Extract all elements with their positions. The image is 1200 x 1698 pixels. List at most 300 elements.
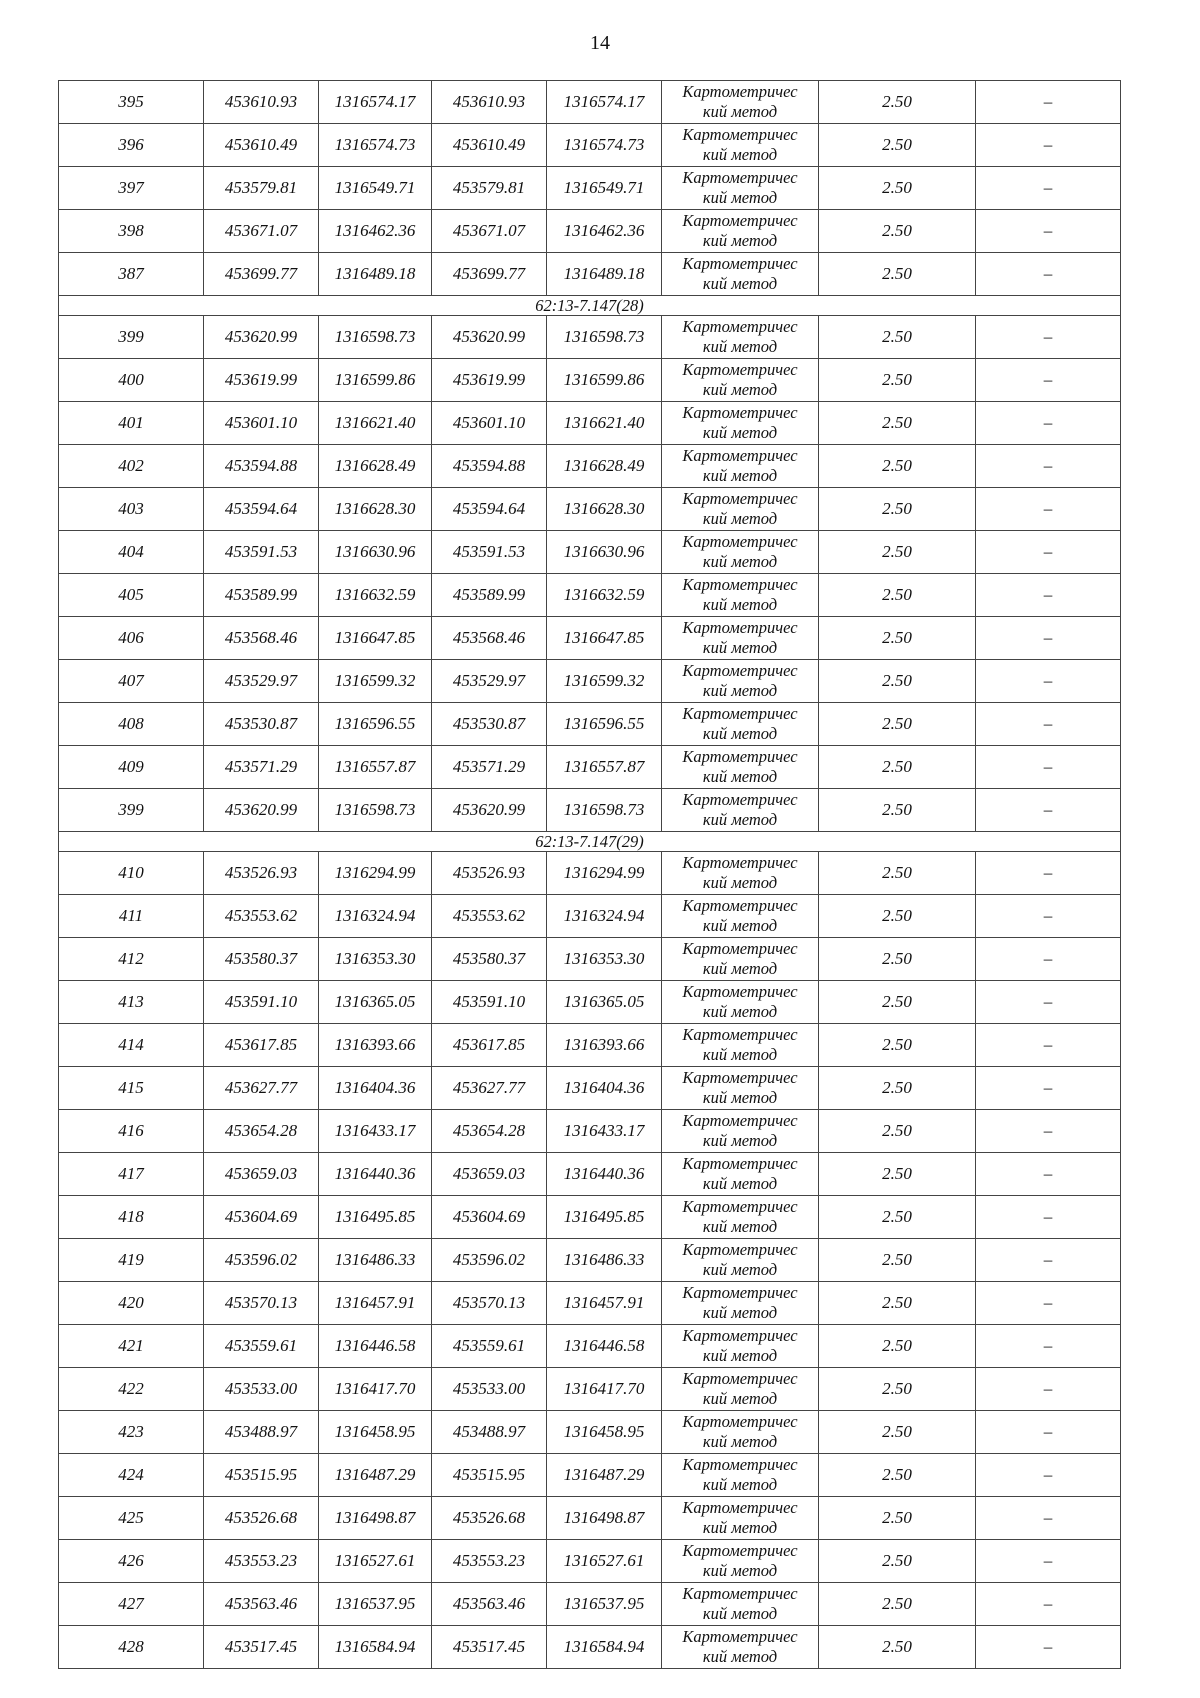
accuracy-cell: 2.50: [819, 167, 976, 210]
description-cell: –: [976, 1583, 1121, 1626]
method-line-2: кий метод: [702, 1561, 778, 1580]
method-cell: [662, 703, 819, 746]
description-cell: –: [976, 617, 1121, 660]
x-existing-cell: 453594.64: [204, 488, 319, 531]
point-number-cell: 403: [59, 488, 204, 531]
x-new-cell: 453553.62: [432, 895, 547, 938]
x-existing-cell: 453601.10: [204, 402, 319, 445]
y-existing-cell: 1316549.71: [319, 167, 432, 210]
accuracy-cell: 2.50: [819, 316, 976, 359]
method-line-2: кий метод: [702, 681, 778, 700]
method-line-1: Картометричес: [682, 618, 798, 637]
method-cell: [662, 1282, 819, 1325]
description-cell: –: [976, 1497, 1121, 1540]
y-existing-cell: 1316457.91: [319, 1282, 432, 1325]
table-row: [59, 789, 1121, 832]
method-line-2: кий метод: [702, 1131, 778, 1150]
point-number-cell: 411: [59, 895, 204, 938]
method-line-1: Картометричес: [682, 317, 798, 336]
y-new-cell: 1316486.33: [547, 1239, 662, 1282]
method-cell: [662, 789, 819, 832]
table-row: [59, 1282, 1121, 1325]
method-cell: [662, 1110, 819, 1153]
method-line-1: Картометричес: [682, 1283, 798, 1302]
method-cell: [662, 445, 819, 488]
method-cell: [662, 746, 819, 789]
x-new-cell: 453699.77: [432, 253, 547, 296]
accuracy-cell: 2.50: [819, 574, 976, 617]
method-line-2: кий метод: [702, 810, 778, 829]
table-row: [59, 1626, 1121, 1669]
table-row: [59, 1110, 1121, 1153]
table-row: [59, 1239, 1121, 1282]
method-line-2: кий метод: [702, 552, 778, 571]
method-line-2: кий метод: [702, 1604, 778, 1623]
accuracy-cell: 2.50: [819, 789, 976, 832]
method-line-2: кий метод: [702, 767, 778, 786]
y-existing-cell: 1316628.49: [319, 445, 432, 488]
description-cell: –: [976, 124, 1121, 167]
point-number-cell: 413: [59, 981, 204, 1024]
method-line-1: Картометричес: [682, 168, 798, 187]
method-cell: [662, 1325, 819, 1368]
x-new-cell: 453570.13: [432, 1282, 547, 1325]
accuracy-cell: 2.50: [819, 852, 976, 895]
accuracy-cell: 2.50: [819, 981, 976, 1024]
y-existing-cell: 1316498.87: [319, 1497, 432, 1540]
method-line-1: Картометричес: [682, 82, 798, 101]
point-number-cell: 414: [59, 1024, 204, 1067]
point-number-cell: 405: [59, 574, 204, 617]
x-existing-cell: 453619.99: [204, 359, 319, 402]
section-header-row: [59, 832, 1121, 852]
method-line-1: Картометричес: [682, 1111, 798, 1130]
y-existing-cell: 1316458.95: [319, 1411, 432, 1454]
y-new-cell: 1316598.73: [547, 316, 662, 359]
x-new-cell: 453488.97: [432, 1411, 547, 1454]
y-existing-cell: 1316599.32: [319, 660, 432, 703]
method-line-1: Картометричес: [682, 489, 798, 508]
description-cell: –: [976, 1411, 1121, 1454]
y-new-cell: 1316630.96: [547, 531, 662, 574]
method-cell: [662, 81, 819, 124]
x-new-cell: 453620.99: [432, 316, 547, 359]
section-cadastral-number: 62:13-7.147(28): [59, 296, 1121, 316]
point-number-cell: 417: [59, 1153, 204, 1196]
x-existing-cell: 453654.28: [204, 1110, 319, 1153]
method-line-1: Картометричес: [682, 254, 798, 273]
y-new-cell: 1316433.17: [547, 1110, 662, 1153]
x-existing-cell: 453671.07: [204, 210, 319, 253]
x-new-cell: 453671.07: [432, 210, 547, 253]
accuracy-cell: 2.50: [819, 1239, 976, 1282]
y-new-cell: 1316365.05: [547, 981, 662, 1024]
x-new-cell: 453589.99: [432, 574, 547, 617]
table-row: [59, 1024, 1121, 1067]
y-existing-cell: 1316574.73: [319, 124, 432, 167]
method-line-2: кий метод: [702, 337, 778, 356]
method-line-2: кий метод: [702, 145, 778, 164]
x-existing-cell: 453526.68: [204, 1497, 319, 1540]
description-cell: –: [976, 1153, 1121, 1196]
point-number-cell: 397: [59, 167, 204, 210]
x-existing-cell: 453580.37: [204, 938, 319, 981]
accuracy-cell: 2.50: [819, 81, 976, 124]
method-line-2: кий метод: [702, 188, 778, 207]
y-existing-cell: 1316486.33: [319, 1239, 432, 1282]
y-new-cell: 1316324.94: [547, 895, 662, 938]
y-new-cell: 1316621.40: [547, 402, 662, 445]
y-new-cell: 1316549.71: [547, 167, 662, 210]
table-row: [59, 1540, 1121, 1583]
method-line-1: Картометричес: [682, 1326, 798, 1345]
method-cell: [662, 359, 819, 402]
method-line-1: Картометричес: [682, 446, 798, 465]
method-line-2: кий метод: [702, 102, 778, 121]
y-new-cell: 1316353.30: [547, 938, 662, 981]
x-new-cell: 453627.77: [432, 1067, 547, 1110]
point-number-cell: 419: [59, 1239, 204, 1282]
point-number-cell: 402: [59, 445, 204, 488]
y-existing-cell: 1316294.99: [319, 852, 432, 895]
point-number-cell: 425: [59, 1497, 204, 1540]
table-row: [59, 316, 1121, 359]
table-row: [59, 574, 1121, 617]
x-new-cell: 453533.00: [432, 1368, 547, 1411]
x-new-cell: 453596.02: [432, 1239, 547, 1282]
accuracy-cell: 2.50: [819, 1368, 976, 1411]
x-existing-cell: 453559.61: [204, 1325, 319, 1368]
method-cell: [662, 574, 819, 617]
method-line-2: кий метод: [702, 1346, 778, 1365]
point-number-cell: 421: [59, 1325, 204, 1368]
y-new-cell: 1316440.36: [547, 1153, 662, 1196]
point-number-cell: 401: [59, 402, 204, 445]
method-line-1: Картометричес: [682, 532, 798, 551]
x-new-cell: 453553.23: [432, 1540, 547, 1583]
y-existing-cell: 1316537.95: [319, 1583, 432, 1626]
table-row: [59, 1325, 1121, 1368]
description-cell: –: [976, 1626, 1121, 1669]
table-row: [59, 402, 1121, 445]
y-new-cell: 1316598.73: [547, 789, 662, 832]
method-cell: [662, 895, 819, 938]
point-number-cell: 399: [59, 316, 204, 359]
method-line-1: Картометричес: [682, 1369, 798, 1388]
table-row: [59, 852, 1121, 895]
table-row: [59, 938, 1121, 981]
x-existing-cell: 453604.69: [204, 1196, 319, 1239]
accuracy-cell: 2.50: [819, 124, 976, 167]
y-existing-cell: 1316440.36: [319, 1153, 432, 1196]
method-cell: [662, 316, 819, 359]
x-new-cell: 453617.85: [432, 1024, 547, 1067]
table-row: [59, 531, 1121, 574]
x-existing-cell: 453591.10: [204, 981, 319, 1024]
point-number-cell: 398: [59, 210, 204, 253]
accuracy-cell: 2.50: [819, 445, 976, 488]
method-line-1: Картометричес: [682, 982, 798, 1001]
point-number-cell: 423: [59, 1411, 204, 1454]
accuracy-cell: 2.50: [819, 402, 976, 445]
x-new-cell: 453526.68: [432, 1497, 547, 1540]
y-existing-cell: 1316598.73: [319, 789, 432, 832]
method-line-1: Картометричес: [682, 853, 798, 872]
method-cell: [662, 1583, 819, 1626]
y-new-cell: 1316537.95: [547, 1583, 662, 1626]
table-row: [59, 981, 1121, 1024]
description-cell: –: [976, 445, 1121, 488]
y-new-cell: 1316599.32: [547, 660, 662, 703]
description-cell: –: [976, 1540, 1121, 1583]
method-cell: [662, 124, 819, 167]
x-existing-cell: 453610.93: [204, 81, 319, 124]
description-cell: –: [976, 1454, 1121, 1497]
table-row: [59, 1497, 1121, 1540]
method-line-2: кий метод: [702, 1303, 778, 1322]
y-new-cell: 1316393.66: [547, 1024, 662, 1067]
table-row: [59, 1196, 1121, 1239]
method-cell: [662, 1196, 819, 1239]
method-line-1: Картометричес: [682, 896, 798, 915]
table-row: [59, 167, 1121, 210]
method-line-2: кий метод: [702, 231, 778, 250]
x-new-cell: 453517.45: [432, 1626, 547, 1669]
y-existing-cell: 1316632.59: [319, 574, 432, 617]
x-existing-cell: 453515.95: [204, 1454, 319, 1497]
table-row: [59, 1153, 1121, 1196]
accuracy-cell: 2.50: [819, 746, 976, 789]
table-row: [59, 1583, 1121, 1626]
section-header-row: [59, 296, 1121, 316]
x-existing-cell: 453620.99: [204, 789, 319, 832]
y-existing-cell: 1316647.85: [319, 617, 432, 660]
table-row: [59, 1067, 1121, 1110]
y-existing-cell: 1316621.40: [319, 402, 432, 445]
method-line-2: кий метод: [702, 638, 778, 657]
method-cell: [662, 1411, 819, 1454]
accuracy-cell: 2.50: [819, 1540, 976, 1583]
method-line-2: кий метод: [702, 724, 778, 743]
point-number-cell: 415: [59, 1067, 204, 1110]
method-line-2: кий метод: [702, 1432, 778, 1451]
table-row: [59, 1368, 1121, 1411]
method-line-1: Картометричес: [682, 1455, 798, 1474]
method-line-1: Картометричес: [682, 790, 798, 809]
description-cell: –: [976, 703, 1121, 746]
method-cell: [662, 253, 819, 296]
x-existing-cell: 453571.29: [204, 746, 319, 789]
x-existing-cell: 453568.46: [204, 617, 319, 660]
y-existing-cell: 1316446.58: [319, 1325, 432, 1368]
point-number-cell: 404: [59, 531, 204, 574]
y-existing-cell: 1316527.61: [319, 1540, 432, 1583]
y-existing-cell: 1316353.30: [319, 938, 432, 981]
method-line-2: кий метод: [702, 959, 778, 978]
y-existing-cell: 1316365.05: [319, 981, 432, 1024]
accuracy-cell: 2.50: [819, 1153, 976, 1196]
method-cell: [662, 210, 819, 253]
x-existing-cell: 453517.45: [204, 1626, 319, 1669]
description-cell: –: [976, 1325, 1121, 1368]
x-new-cell: 453610.93: [432, 81, 547, 124]
x-existing-cell: 453529.97: [204, 660, 319, 703]
x-new-cell: 453610.49: [432, 124, 547, 167]
x-new-cell: 453604.69: [432, 1196, 547, 1239]
description-cell: –: [976, 1067, 1121, 1110]
table-row: [59, 1454, 1121, 1497]
method-cell: [662, 1454, 819, 1497]
method-line-2: кий метод: [702, 916, 778, 935]
y-existing-cell: 1316433.17: [319, 1110, 432, 1153]
description-cell: –: [976, 316, 1121, 359]
method-cell: [662, 660, 819, 703]
table-row: [59, 1411, 1121, 1454]
description-cell: –: [976, 852, 1121, 895]
table-row: [59, 660, 1121, 703]
method-line-1: Картометричес: [682, 1498, 798, 1517]
description-cell: –: [976, 1239, 1121, 1282]
method-line-2: кий метод: [702, 1174, 778, 1193]
x-existing-cell: 453570.13: [204, 1282, 319, 1325]
y-existing-cell: 1316489.18: [319, 253, 432, 296]
point-number-cell: 396: [59, 124, 204, 167]
x-new-cell: 453563.46: [432, 1583, 547, 1626]
method-line-1: Картометричес: [682, 1197, 798, 1216]
method-line-1: Картометричес: [682, 939, 798, 958]
method-cell: [662, 402, 819, 445]
y-existing-cell: 1316495.85: [319, 1196, 432, 1239]
table-row: [59, 359, 1121, 402]
accuracy-cell: 2.50: [819, 1325, 976, 1368]
description-cell: –: [976, 167, 1121, 210]
x-new-cell: 453568.46: [432, 617, 547, 660]
x-existing-cell: 453526.93: [204, 852, 319, 895]
method-cell: [662, 852, 819, 895]
y-new-cell: 1316574.73: [547, 124, 662, 167]
method-line-2: кий метод: [702, 873, 778, 892]
y-existing-cell: 1316324.94: [319, 895, 432, 938]
y-existing-cell: 1316628.30: [319, 488, 432, 531]
method-line-2: кий метод: [702, 1475, 778, 1494]
accuracy-cell: 2.50: [819, 1067, 976, 1110]
method-cell: [662, 167, 819, 210]
x-existing-cell: 453627.77: [204, 1067, 319, 1110]
x-existing-cell: 453594.88: [204, 445, 319, 488]
section-cadastral-number: 62:13-7.147(29): [59, 832, 1121, 852]
point-number-cell: 424: [59, 1454, 204, 1497]
description-cell: –: [976, 253, 1121, 296]
x-existing-cell: 453617.85: [204, 1024, 319, 1067]
method-line-1: Картометричес: [682, 1412, 798, 1431]
y-existing-cell: 1316630.96: [319, 531, 432, 574]
y-existing-cell: 1316598.73: [319, 316, 432, 359]
table-row: [59, 124, 1121, 167]
y-existing-cell: 1316574.17: [319, 81, 432, 124]
x-new-cell: 453591.10: [432, 981, 547, 1024]
y-existing-cell: 1316596.55: [319, 703, 432, 746]
x-new-cell: 453515.95: [432, 1454, 547, 1497]
y-new-cell: 1316457.91: [547, 1282, 662, 1325]
description-cell: –: [976, 359, 1121, 402]
method-cell: [662, 1368, 819, 1411]
description-cell: –: [976, 574, 1121, 617]
x-new-cell: 453654.28: [432, 1110, 547, 1153]
x-existing-cell: 453563.46: [204, 1583, 319, 1626]
y-existing-cell: 1316462.36: [319, 210, 432, 253]
x-new-cell: 453619.99: [432, 359, 547, 402]
method-line-2: кий метод: [702, 1002, 778, 1021]
description-cell: –: [976, 938, 1121, 981]
y-new-cell: 1316498.87: [547, 1497, 662, 1540]
table-row: [59, 703, 1121, 746]
x-new-cell: 453659.03: [432, 1153, 547, 1196]
table-row: [59, 253, 1121, 296]
method-cell: [662, 1239, 819, 1282]
accuracy-cell: 2.50: [819, 210, 976, 253]
accuracy-cell: 2.50: [819, 938, 976, 981]
method-line-2: кий метод: [702, 1389, 778, 1408]
y-new-cell: 1316647.85: [547, 617, 662, 660]
point-number-cell: 399: [59, 789, 204, 832]
accuracy-cell: 2.50: [819, 1024, 976, 1067]
x-existing-cell: 453579.81: [204, 167, 319, 210]
y-new-cell: 1316584.94: [547, 1626, 662, 1669]
accuracy-cell: 2.50: [819, 1110, 976, 1153]
description-cell: –: [976, 1024, 1121, 1067]
method-line-1: Картометричес: [682, 661, 798, 680]
x-new-cell: 453529.97: [432, 660, 547, 703]
y-new-cell: 1316462.36: [547, 210, 662, 253]
description-cell: –: [976, 895, 1121, 938]
method-cell: [662, 981, 819, 1024]
method-line-1: Картометричес: [682, 403, 798, 422]
point-number-cell: 418: [59, 1196, 204, 1239]
method-line-2: кий метод: [702, 423, 778, 442]
table-body: [59, 81, 1121, 1669]
table-row: [59, 488, 1121, 531]
accuracy-cell: 2.50: [819, 1196, 976, 1239]
description-cell: –: [976, 402, 1121, 445]
table-row: [59, 746, 1121, 789]
method-line-2: кий метод: [702, 274, 778, 293]
x-new-cell: 453579.81: [432, 167, 547, 210]
x-new-cell: 453591.53: [432, 531, 547, 574]
table-row: [59, 210, 1121, 253]
x-existing-cell: 453553.62: [204, 895, 319, 938]
description-cell: –: [976, 81, 1121, 124]
method-line-1: Картометричес: [682, 1627, 798, 1646]
accuracy-cell: 2.50: [819, 703, 976, 746]
point-number-cell: 416: [59, 1110, 204, 1153]
point-number-cell: 406: [59, 617, 204, 660]
y-existing-cell: 1316557.87: [319, 746, 432, 789]
point-number-cell: 395: [59, 81, 204, 124]
table-row: [59, 445, 1121, 488]
y-new-cell: 1316446.58: [547, 1325, 662, 1368]
method-cell: [662, 617, 819, 660]
method-line-1: Картометричес: [682, 1584, 798, 1603]
y-new-cell: 1316487.29: [547, 1454, 662, 1497]
method-line-1: Картометричес: [682, 1068, 798, 1087]
point-number-cell: 420: [59, 1282, 204, 1325]
method-line-1: Картометричес: [682, 125, 798, 144]
description-cell: –: [976, 210, 1121, 253]
y-existing-cell: 1316584.94: [319, 1626, 432, 1669]
x-new-cell: 453559.61: [432, 1325, 547, 1368]
method-line-1: Картометричес: [682, 747, 798, 766]
y-new-cell: 1316596.55: [547, 703, 662, 746]
